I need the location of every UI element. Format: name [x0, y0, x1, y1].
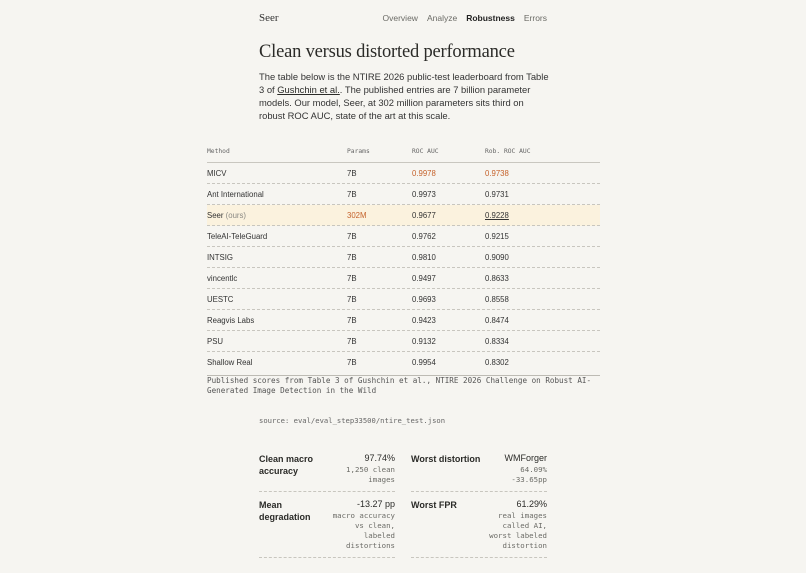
cell-params: 7B	[347, 337, 357, 346]
nav-overview[interactable]: Overview	[382, 13, 418, 23]
cell-rob: 0.8334	[485, 337, 509, 346]
intro-paragraph	[259, 71, 549, 123]
stat-divider	[411, 491, 547, 492]
leaderboard-table	[207, 143, 600, 372]
cell-method: vincentlc	[207, 274, 238, 283]
table-row	[207, 184, 600, 205]
cell-method: Shallow Real	[207, 358, 253, 367]
header-params: Params	[347, 148, 370, 155]
cell-method: Ant International	[207, 190, 264, 199]
intro-text-post: . The published entries are 7 billion parameter models. Our model, Seer, at 302 million parameters sits third on robust ROC AUC, state of the art at this scale.	[259, 83, 531, 121]
stat-label: Clean macro accuracy	[259, 454, 314, 476]
cell-roc: 0.9973	[412, 190, 436, 199]
stat-label: Worst distortion	[411, 454, 481, 464]
table-row	[207, 226, 600, 247]
stat-label: Mean degradation	[259, 500, 311, 522]
stat-sub: real images called AI, worst labeled distortion	[489, 511, 547, 550]
cell-roc: 0.9762	[412, 232, 436, 241]
cell-method: TeleAI-TeleGuard	[207, 232, 268, 241]
cell-params: 302M	[347, 211, 367, 220]
table-caption: Published scores from Table 3 of Gushchin et al., NTIRE 2026 Challenge on Robust AI-Generated Image Detection in the Wild	[207, 375, 600, 397]
cell-roc: 0.9810	[412, 253, 436, 262]
page-title: Clean versus distorted performance	[259, 42, 515, 62]
stat-worst-fpr	[411, 499, 547, 559]
stat-sub: macro accuracy vs clean, labeled distortions	[332, 511, 395, 550]
top-nav	[383, 13, 547, 23]
table-row	[207, 163, 600, 184]
nav-robustness[interactable]: Robustness	[466, 13, 515, 23]
intro-text-pre: The table below is the NTIRE 2026 public-test leaderboard from Table 3 of	[259, 71, 549, 95]
stat-divider	[259, 557, 395, 558]
table-row	[207, 268, 600, 289]
cell-params: 7B	[347, 169, 357, 178]
stat-value: WMForger	[504, 453, 547, 463]
stat-value: 61.29%	[516, 499, 547, 509]
cell-params: 7B	[347, 190, 357, 199]
stat-divider	[259, 491, 395, 492]
brand-logo[interactable]: Seer	[259, 12, 279, 24]
cell-rob: 0.9090	[485, 253, 509, 262]
cell-rob: 0.8302	[485, 358, 509, 367]
header-roc-auc: ROC AUC	[412, 148, 439, 155]
header-rob-roc-auc: Rob. ROC AUC	[485, 148, 531, 155]
citation-link[interactable]: Gushchin et al.	[277, 83, 340, 95]
cell-method: Reagvis Labs	[207, 316, 255, 325]
nav-analyze[interactable]: Analyze	[426, 13, 458, 23]
cell-rob: 0.8633	[485, 274, 509, 283]
table-row	[207, 247, 600, 268]
table-row	[207, 289, 600, 310]
cell-params: 7B	[347, 253, 357, 262]
cell-rob: 0.8558	[485, 295, 509, 304]
table-header	[207, 143, 600, 163]
stat-mean-degradation	[259, 499, 395, 559]
cell-roc: 0.9132	[412, 337, 436, 346]
stat-value: 97.74%	[364, 453, 395, 463]
source-path: source: eval/eval_step33500/ntire_test.json	[259, 416, 446, 425]
cell-params: 7B	[347, 274, 357, 283]
header-method: Method	[207, 148, 230, 155]
table-row	[207, 310, 600, 331]
cell-roc: 0.9693	[412, 295, 436, 304]
stat-sub: 64.09% -33.65pp	[511, 465, 547, 484]
cell-params: 7B	[347, 316, 357, 325]
cell-rob: 0.9215	[485, 232, 509, 241]
cell-params: 7B	[347, 358, 357, 367]
ours-tag: (ours)	[225, 211, 247, 220]
stat-label: Worst FPR	[411, 500, 457, 510]
table-row	[207, 331, 600, 352]
cell-method: UESTC	[207, 295, 234, 304]
cell-roc: 0.9677	[412, 211, 436, 220]
cell-roc: 0.9423	[412, 316, 436, 325]
cell-rob: 0.9228	[485, 211, 509, 220]
method-name: Seer	[207, 211, 224, 220]
cell-params: 7B	[347, 232, 357, 241]
cell-rob: 0.9738	[485, 169, 509, 178]
cell-roc: 0.9497	[412, 274, 436, 283]
cell-method: INTSIG	[207, 253, 233, 262]
stat-sub: 1,250 clean images	[346, 465, 395, 484]
cell-rob: 0.8474	[485, 316, 509, 325]
cell-rob: 0.9731	[485, 190, 509, 199]
cell-method: PSU	[207, 337, 224, 346]
cell-method: MICV	[207, 169, 227, 178]
stat-value: -13.27 pp	[356, 499, 395, 509]
nav-errors[interactable]: Errors	[523, 13, 547, 23]
cell-roc: 0.9954	[412, 358, 436, 367]
cell-params: 7B	[347, 295, 357, 304]
table-row-highlighted	[207, 205, 600, 226]
stat-worst-distortion	[411, 453, 547, 493]
table-row	[207, 352, 600, 372]
stat-clean-accuracy	[259, 453, 395, 493]
stat-divider	[411, 557, 547, 558]
cell-method	[207, 211, 246, 220]
cell-roc: 0.9978	[412, 169, 436, 178]
